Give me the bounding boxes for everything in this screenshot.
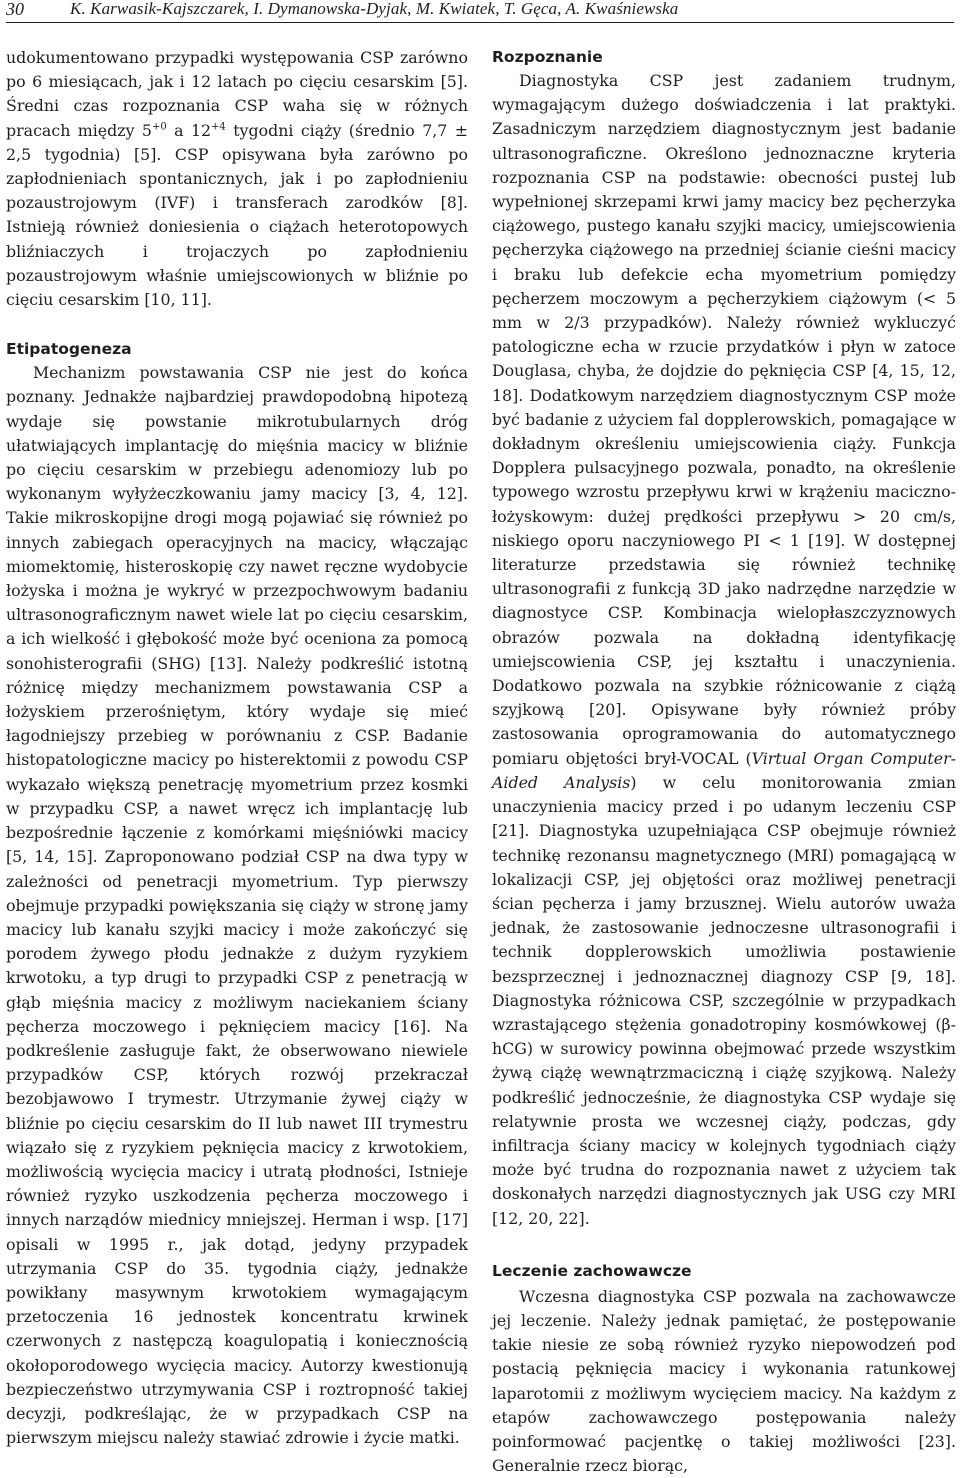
section-heading-leczenie-zachowawcze: Leczenie zachowawcze — [492, 1261, 692, 1280]
right-column — [492, 46, 956, 1478]
paragraph-leczenie: Wczesna diagnostyka CSP pozwala na zachowawcze jej leczenie. Należy jednak pamiętać, że postępowanie takie niesie ze sobą również ryzyko niepowodzeń pod postacią pęknięcia macicy i wykonania ratunkowej laparotomii z możliwym wycięciem macicy. Na każdym z etapów zachowawczego postępowania należy poinformować pacjentkę o takiej możliwości [23]. Generalnie rzecz biorąc, — [492, 1286, 956, 1476]
section-heading-etipatogeneza: Etipatogeneza — [6, 340, 132, 359]
superscript: +0 — [151, 121, 167, 133]
paragraph-continuation: udokumentowano przypadki występowania CSP zarówno po 6 miesiącach, jak i 12 latach po cięciu cesarskim [5]. Średni czas rozpoznania CSP waha się w różnych pracach między $5^{+0}$ a $12^{+4}$ tygodni ciąży (średnio 7,7 ± 2,5 tygodnia) [5]. CSP opisywana była zarówno po zapłodnieniach spontanicznych, jak i po zapłodnieniu pozaustrojowym (IVF) i transferach zarodków [8]. Istnieją również doniesienia o ciążach heterotopowych bliźniaczych i trojaczych po zapłodnieniu pozaustrojowym właśnie umiejscowionych w bliźnie po cięciu cesarskim [10, 11]. — [6, 48, 468, 310]
page-header — [6, 0, 954, 23]
running-head-authors: K. Karwasik-Kajszczarek, I. Dymanowska-Dyjak, M. Kwiatek, T. Gęca, A. Kwaśniewska — [70, 0, 679, 18]
page-number: 30 — [6, 0, 24, 19]
paragraph-rozpoznanie: Diagnostyka CSP jest zadaniem trudnym, wymagającym dużego doświadczenia i lat praktyki. Zasadniczym narzędziem diagnostycznym jest badanie ultrasonograficzne. Określono jednoznaczne kryteria rozpoznania CSP na podstawie: obecności pustej lub wypełnionej skrzepami krwi jamy macicy bez pęcherzyka ciążowego, pustego kanału szyjki macicy, umiejscowienia pęcherzyka ciążowego na przedniej ścianie cieśni macicy i braku lub defekcie echa myometrium pomiędzy pęcherzem moczowym a pęcherzykiem ciążowym (< 5 mm w 2/3 przypadków). Należy również wykluczyć patologiczne echa w rzucie przydatków i płyn w zatoce Douglasa, chyba, że dojdzie do pęknięcia CSP [4, 15, 12, 18]. Dodatkowym narzędziem diagnostycznym CSP może być badanie z użyciem fal dopplerowskich, pomagające w dokładnym określeniu umiejscowienia ciąży. Funkcja Dopplera pulsacyjnego pozwala, ponadto, na określenie typowego wzrostu przepływu krwi w krążeniu maciczno-łożyskowym: dużej prędkości przepływu > 20 cm/s, niskiego oporu naczyniowego PI < 1 [19]. W dostępnej literaturze przedstawia się również technikę ultrasonografii z funkcją 3D jako nadrzędne narzędzie w diagnostyce CSP. Kombinacja wielopłaszczyznowych obrazów pozwala na dokładną identyfikację umiejscowienia CSP, jej kształtu i unaczynienia. Dodatkowo pozwala na szybkie różnicowanie z ciążą szyjkową [20]. Opisywane były również próby zastosowania oprogramowania do automatycznego pomiaru objętości brył-VOCAL (Virtual Organ Computer-Aided Analysis) w celu monitorowania zmian unaczynienia macicy przed i po udanym leczeniu CSP [21]. Diagnostyka uzupełniająca CSP obejmuje również technikę rezonansu magnetycznego (MRI) pomagającą w lokalizacji CSP, jej objętości oraz możliwej penetracji ścian pęcherza i jamy brzusznej. Wielu autorów uważa jednak, że zastosowanie jednoczesne ultrasonografii i technik dopplerowskich umożliwia postawienie bezsprzecznej i jednoznacznej diagnozy CSP [9, 18]. Diagnostyka różnicowa CSP, szczególnie w przypadkach wzrastającego stężenia gonadotropiny kosmówkowej (β-hCG) w surowicy powinna obejmować przede wszystkim żywą ciążę wewnątrzmaciczną i ciążę szyjkową. Należy podkreślić jednocześnie, że diagnostyka CSP wydaje się relatywnie prosta we wczesnej ciąży, podczas, gdy infiltracja ściany macicy w kolejnych tygodniach ciąży może być trudna do rozpoznania nawet z użyciem tak doskonałych narzędzi diagnostycznych jak USG czy MRI [12, 20, 22]. — [492, 71, 957, 1228]
superscript: +4 — [211, 121, 226, 133]
paragraph-etipatogeneza: Mechanizm powstawania CSP nie jest do końca poznany. Jednakże najbardziej prawdopodobną hipotezą wydaje się powstanie mikrotubularnych dróg ułatwiających implantację do mięśnia macicy w bliźnie po cięciu cesarskim w przebiegu adenomiozy lub po wykonanym wyłyżeczkowaniu jamy macicy [3, 4, 12]. Takie mikroskopijne drogi mogą pojawiać się również po innych zabiegach operacyjnych na macicy, włączając miomektomię, histeroskopię czy nawet ręczne wydobycie łożyska i można je wykryć w przezpochwowym badaniu ultrasonograficznym nawet wiele lat po cięciu cesarskim, a ich wielkość i głębokość może być oceniona za pomocą sonohisterografii (SHG) [13]. Należy podkreślić istotną różnicę między mechanizmem powstawania CSP a łożyskiem przerośniętym, który wydaje się mieć łagodniejszy przebieg w porównaniu z CSP. Badanie histopatologiczne macicy po histerektomii z powodu CSP wykazało większą penetrację myometrium przez kosmki w przypadku CSP, a nawet wręcz ich implantację lub bezpośrednie łączenie z komórkami mięśniówki macicy [5, 14, 15]. Zaproponowano podział CSP na dwa typy w zależności od penetracji myometrium. Typ pierwszy obejmuje przypadki powiększania się ciąży w stronę jamy macicy lub kanału szyjki macicy i może zakończyć się porodem żywego płodu jednakże z dużym ryzykiem krwotoku, a typ drugi to przypadki CSP z penetracją w głąb mięśnia macicy z możliwym naciekaniem ściany pęcherza moczowego i pęknięciem macicy [16]. Na podkreślenie zasługuje fakt, że obserwowano niewiele przypadków CSP, których rozwój przekraczał bezobjawowo I trymestr. Utrzymanie żywej ciąży w bliźnie po cięciu cesarskim do II lub nawet III trymestru wiązało się z ryzykiem pęknięcia macicy z krwotokiem, możliwością wycięcia macicy i utratą płodności, Istnieje również ryzyko uszkodzenia pęcherza moczowego i innych narządów miednicy mniejszej. Herman i wsp. [17] opisali w 1995 r., jak dotąd, jedyny przypadek utrzymania CSP do 35. tygodnia ciąży, jednakże powikłany masywnym krwotokiem wymagającym przetoczenia 16 jednostek koncentratu krwinek czerwonych z następczą koagulopatią i koniecznością okołoporodowego wycięcia macicy. Autorzy kwestionują bezpieczeństwo utrzymywania CSP i roztropność takiej decyzji, podkreślając, że w przypadkach CSP na pierwszym miejscu należy stawiać zdrowie i życie matki. — [6, 363, 468, 1448]
section-heading-rozpoznanie: Rozpoznanie — [492, 48, 603, 66]
italic-term: Virtual Organ Computer-Aided Analysis — [492, 748, 956, 792]
left-column — [6, 46, 468, 1450]
